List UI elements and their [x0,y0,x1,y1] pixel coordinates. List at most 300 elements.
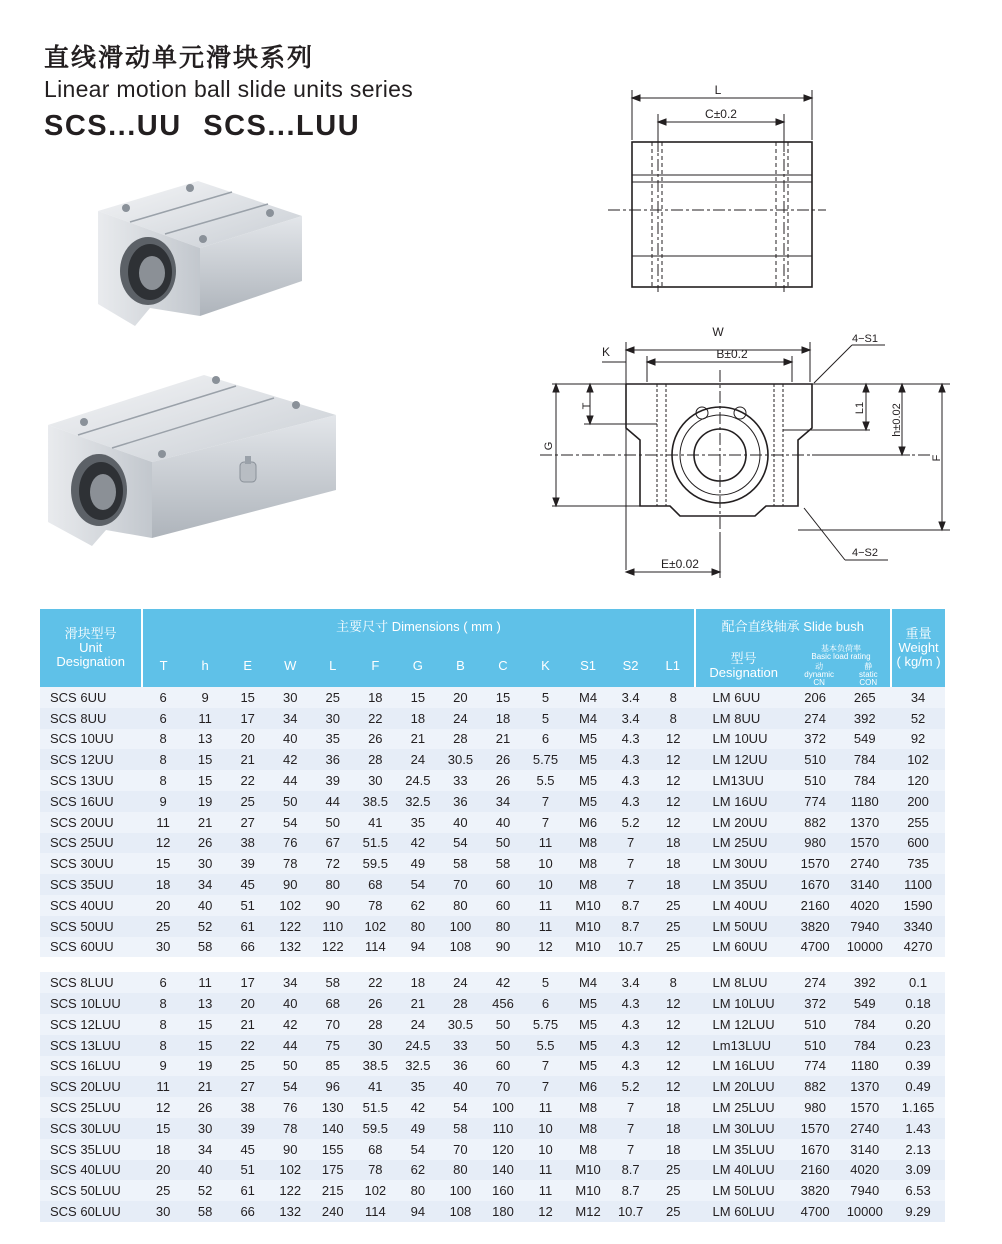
table-cell: 2160 [792,1160,839,1181]
table-row [40,1118,945,1139]
table-cell: 11 [524,1097,567,1118]
table-cell: 40 [269,993,312,1014]
table-cell: 20 [226,729,269,750]
table-cell: 26 [184,833,227,854]
table-cell: 5 [524,708,567,729]
table-cell: 392 [838,972,891,993]
table-cell: 4.3 [609,1035,652,1056]
table-cell: 15 [142,1118,184,1139]
table-cell: 6 [524,729,567,750]
group-spacer [40,957,945,972]
table-cell: M12 [567,1201,610,1222]
table-cell: 34 [482,791,525,812]
table-cell: 80 [439,1160,482,1181]
table-cell: 1180 [838,791,891,812]
table-cell: M10 [567,916,610,937]
table-cell: 102 [354,916,397,937]
table-cell: 549 [838,993,891,1014]
table-cell: M4 [567,972,610,993]
table-cell: 1100 [891,874,945,895]
unit-designation-cell: SCS 12LUU [40,1014,142,1035]
table-cell: 120 [891,770,945,791]
table-cell: 7 [524,1056,567,1077]
table-cell: M6 [567,1076,610,1097]
table-cell: 21 [226,1014,269,1035]
table-cell: 42 [397,1097,440,1118]
dim-label-F: F [931,454,943,462]
table-cell: 28 [439,729,482,750]
table-cell: 18 [652,833,695,854]
table-cell: 2.13 [891,1139,945,1160]
table-cell: 6 [142,972,184,993]
dynamic-header [804,663,834,687]
table-cell: 1.43 [891,1118,945,1139]
table-cell: M5 [567,791,610,812]
table-row [40,833,945,854]
table-cell: 42 [482,972,525,993]
table-cell: 4.3 [609,749,652,770]
table-cell: 68 [312,993,355,1014]
table-cell: 50 [482,1035,525,1056]
table-cell: 12 [652,749,695,770]
table-cell: 240 [312,1201,355,1222]
table-cell: 26 [354,729,397,750]
table-cell: 510 [792,770,839,791]
table-cell: 549 [838,729,891,750]
col-header-h: h [184,645,227,687]
table-cell: 30 [269,687,312,708]
table-cell: 18 [652,853,695,874]
table-cell: 59.5 [354,1118,397,1139]
table-cell: 100 [439,916,482,937]
unit-header-en1: Unit [79,640,103,655]
table-cell: 21 [184,812,227,833]
dim-label-E: E±0.02 [661,557,699,571]
table-cell: 102 [269,895,312,916]
bush-designation-cell: LM 35LUU [695,1139,792,1160]
table-cell: 6 [524,993,567,1014]
table-row [40,729,945,750]
table-cell: 102 [891,749,945,770]
table-cell: 13 [184,729,227,750]
table-row [40,812,945,833]
table-cell: 265 [838,687,891,708]
table-cell: 24 [397,1014,440,1035]
table-cell: 51 [226,1160,269,1181]
table-cell: 8 [652,687,695,708]
table-cell: 52 [184,916,227,937]
table-cell: 30 [354,770,397,791]
slide-bush-header: 配合直线轴承 Slide bush [695,609,892,645]
table-cell: 10.7 [609,937,652,958]
table-cell: 38 [226,833,269,854]
table-cell: 4700 [792,1201,839,1222]
table-cell: 4700 [792,937,839,958]
table-row [40,895,945,916]
specification-table [40,609,945,1222]
table-cell: 11 [524,1160,567,1181]
table-cell: 7 [609,833,652,854]
table-cell: 52 [184,1180,227,1201]
table-row [40,1076,945,1097]
bush-designation-cell: LM 30UU [695,853,792,874]
table-row [40,1097,945,1118]
unit-designation-cell: SCS 20UU [40,812,142,833]
table-cell: 3820 [792,1180,839,1201]
table-cell: 1180 [838,1056,891,1077]
table-cell: 40 [184,1160,227,1181]
table-cell: 7 [609,1118,652,1139]
bush-designation-cell: LM 35UU [695,874,792,895]
table-cell: 20 [226,993,269,1014]
table-row [40,993,945,1014]
table-cell: 11 [524,895,567,916]
table-cell: 59.5 [354,853,397,874]
table-cell: 49 [397,1118,440,1139]
table-cell: 30.5 [439,1014,482,1035]
table-cell: 12 [652,1035,695,1056]
table-cell: 54 [269,812,312,833]
table-cell: 39 [226,853,269,874]
table-cell: 175 [312,1160,355,1181]
table-cell: 19 [184,791,227,812]
table-cell: 19 [184,1056,227,1077]
bush-designation-cell: LM 10LUU [695,993,792,1014]
table-cell: 72 [312,853,355,874]
load-rating-header [792,645,891,687]
table-cell: 20 [142,1160,184,1181]
unit-designation-cell: SCS 35LUU [40,1139,142,1160]
load-rating-cn: 基本负荷率 [820,644,861,653]
table-row [40,1160,945,1181]
table-cell: 13 [184,993,227,1014]
table-cell: 35 [397,812,440,833]
table-row [40,853,945,874]
table-cell: 12 [524,1201,567,1222]
table-row [40,1201,945,1222]
table-cell: 3140 [838,874,891,895]
table-row [40,687,945,708]
table-cell: 78 [354,1160,397,1181]
unit-designation-cell: SCS 40UU [40,895,142,916]
table-cell: 40 [482,812,525,833]
unit-designation-cell: SCS 8UU [40,708,142,729]
col-header-W: W [269,645,312,687]
table-cell: 8 [142,770,184,791]
table-row [40,749,945,770]
table-cell: 4.3 [609,993,652,1014]
table-cell: M5 [567,749,610,770]
unit-designation-cell: SCS 13UU [40,770,142,791]
table-cell: 26 [482,749,525,770]
table-cell: 33 [439,1035,482,1056]
table-cell: 36 [439,791,482,812]
weight-header-unit: ( kg/m ) [896,654,941,669]
table-cell: 96 [312,1076,355,1097]
table-cell: M10 [567,937,610,958]
table-cell: M5 [567,1014,610,1035]
bush-designation-en: Designation [709,665,778,680]
table-cell: 8.7 [609,895,652,916]
unit-designation-cell: SCS 35UU [40,874,142,895]
static-sym: CON [859,678,878,687]
bush-designation-cell: LM 12LUU [695,1014,792,1035]
table-cell: 5.2 [609,812,652,833]
table-cell: 12 [652,1056,695,1077]
table-cell: 206 [792,687,839,708]
table-cell: 80 [439,895,482,916]
table-cell: 5 [524,687,567,708]
table-cell: 200 [891,791,945,812]
table-row [40,916,945,937]
table-cell: 80 [482,916,525,937]
col-header-G: G [397,645,440,687]
table-cell: 0.20 [891,1014,945,1035]
bush-designation-cell: LM13UU [695,770,792,791]
table-cell: 25 [652,1180,695,1201]
table-cell: 784 [838,1035,891,1056]
table-cell: 11 [524,833,567,854]
table-cell: 15 [397,687,440,708]
table-cell: 15 [142,853,184,874]
table-cell: 44 [269,1035,312,1056]
table-cell: 8 [142,729,184,750]
table-cell: 10000 [838,1201,891,1222]
table-cell: 44 [269,770,312,791]
table-cell: 25 [652,916,695,937]
table-cell: 510 [792,1035,839,1056]
table-row [40,1014,945,1035]
table-cell: 4.3 [609,770,652,791]
dynamic-sym: CN [813,678,825,687]
table-cell: 18 [652,1139,695,1160]
table-cell: 8 [142,993,184,1014]
table-cell: 980 [792,1097,839,1118]
table-cell: 34 [184,874,227,895]
unit-designation-cell: SCS 25LUU [40,1097,142,1118]
table-cell: 78 [354,895,397,916]
table-cell: 80 [397,916,440,937]
table-cell: 76 [269,1097,312,1118]
unit-designation-cell: SCS 6UU [40,687,142,708]
unit-designation-cell: SCS 16LUU [40,1056,142,1077]
col-header-L1: L1 [652,645,695,687]
static-cn: 静 [864,662,873,671]
table-cell: 25 [652,1160,695,1181]
table-cell: 42 [269,749,312,770]
table-cell: 70 [439,874,482,895]
table-cell: 7 [524,791,567,812]
table-cell: 7 [524,812,567,833]
table-cell: 122 [269,916,312,937]
table-cell: 5.75 [524,749,567,770]
table-cell: 68 [354,874,397,895]
unit-designation-cell: SCS 16UU [40,791,142,812]
table-cell: 28 [354,749,397,770]
table-cell: 774 [792,1056,839,1077]
bush-designation-cell: LM 50UU [695,916,792,937]
table-cell: 5.5 [524,1035,567,1056]
bush-designation-cell: LM 20UU [695,812,792,833]
table-cell: 8 [142,1035,184,1056]
table-cell: 18 [142,874,184,895]
table-cell: 6 [142,708,184,729]
table-cell: 784 [838,1014,891,1035]
table-cell: 78 [269,853,312,874]
bush-designation-header [695,645,792,687]
table-cell: 45 [226,1139,269,1160]
table-cell: 28 [354,1014,397,1035]
table-cell: 1570 [838,833,891,854]
bush-designation-cell: LM 10UU [695,729,792,750]
col-header-F: F [354,645,397,687]
table-cell: M8 [567,1139,610,1160]
unit-header-en2: Designation [56,654,125,669]
table-cell: 1590 [891,895,945,916]
bush-designation-cell: LM 25LUU [695,1097,792,1118]
table-cell: 122 [269,1180,312,1201]
table-cell: 15 [226,687,269,708]
table-cell: 36 [439,1056,482,1077]
bush-designation-cell: LM 16LUU [695,1056,792,1077]
table-cell: 42 [397,833,440,854]
table-cell: 78 [269,1118,312,1139]
table-cell: 5.2 [609,1076,652,1097]
table-cell: 120 [482,1139,525,1160]
table-cell: 7 [524,1076,567,1097]
table-cell: 5 [524,972,567,993]
table-cell: 122 [312,937,355,958]
table-cell: 3140 [838,1139,891,1160]
table-cell: 4020 [838,895,891,916]
bush-designation-cn: 型号 [730,651,757,666]
table-cell: 12 [652,729,695,750]
dim-label-K: K [602,345,611,359]
table-cell: 28 [439,993,482,1014]
unit-designation-cell: SCS 10UU [40,729,142,750]
table-cell: 54 [269,1076,312,1097]
table-cell: 12 [652,1014,695,1035]
table-row [40,791,945,812]
table-cell: 94 [397,937,440,958]
table-cell: 0.49 [891,1076,945,1097]
table-cell: 130 [312,1097,355,1118]
table-cell: 110 [482,1118,525,1139]
table-cell: 10 [524,874,567,895]
title-english: Linear motion ball slide units series [44,76,414,102]
table-cell: 80 [397,1180,440,1201]
dim-label-S2: 4−S2 [852,547,878,559]
unit-designation-cell: SCS 13LUU [40,1035,142,1056]
table-cell: 0.18 [891,993,945,1014]
table-cell: M5 [567,729,610,750]
table-cell: 70 [482,1076,525,1097]
table-cell: 12 [524,937,567,958]
col-header-S2: S2 [609,645,652,687]
table-cell: 30 [312,708,355,729]
table-cell: M8 [567,833,610,854]
table-cell: 22 [226,770,269,791]
bush-designation-cell: LM 60UU [695,937,792,958]
table-cell: 15 [184,1035,227,1056]
table-cell: 17 [226,708,269,729]
table-cell: 132 [269,1201,312,1222]
table-cell: 25 [312,687,355,708]
table-cell: 32.5 [397,1056,440,1077]
table-cell: 11 [184,972,227,993]
table-cell: 510 [792,749,839,770]
table-cell: 25 [652,1201,695,1222]
unit-header-cn: 滑块型号 [64,626,117,641]
unit-designation-cell: SCS 40LUU [40,1160,142,1181]
table-cell: 51.5 [354,1097,397,1118]
table-cell: 8 [652,972,695,993]
table-cell: 54 [439,1097,482,1118]
table-cell: 40 [439,812,482,833]
table-cell: 102 [269,1160,312,1181]
table-cell: M6 [567,812,610,833]
table-cell: 26 [482,770,525,791]
dim-label-C: C±0.2 [705,107,737,121]
top-view-drawing [600,80,830,300]
table-cell: 510 [792,1014,839,1035]
front-view-drawing [530,320,960,580]
table-cell: 66 [226,937,269,958]
table-cell: 26 [184,1097,227,1118]
table-cell: 774 [792,791,839,812]
table-cell: 40 [439,1076,482,1097]
table-cell: 51 [226,895,269,916]
dim-label-S1: 4−S1 [852,333,878,345]
bush-designation-cell: Lm13LUU [695,1035,792,1056]
table-cell: 155 [312,1139,355,1160]
table-cell: 18 [652,1097,695,1118]
table-cell: 24.5 [397,1035,440,1056]
table-row [40,708,945,729]
table-cell: 35 [312,729,355,750]
table-cell: 24 [439,708,482,729]
dim-label-W: W [712,325,724,339]
dim-label-G: G [543,441,555,451]
table-row [40,937,945,958]
table-cell: M5 [567,1035,610,1056]
table-cell: 60 [482,874,525,895]
table-cell: 27 [226,812,269,833]
bush-designation-cell: LM 8UU [695,708,792,729]
table-cell: 50 [312,812,355,833]
table-cell: 58 [184,937,227,958]
weight-header [891,609,945,687]
table-cell: 9 [142,1056,184,1077]
table-cell: 39 [312,770,355,791]
table-cell: 54 [397,874,440,895]
table-cell: 11 [524,916,567,937]
bush-designation-cell: LM 20LUU [695,1076,792,1097]
table-cell: 12 [652,1076,695,1097]
table-cell: 7 [609,874,652,895]
table-cell: 60 [482,895,525,916]
short-slide-unit-photo [90,176,320,336]
unit-designation-cell: SCS 10LUU [40,993,142,1014]
table-cell: 215 [312,1180,355,1201]
table-cell: 12 [652,770,695,791]
weight-header-en: Weight [898,640,939,655]
table-cell: 58 [184,1201,227,1222]
table-cell: 5.5 [524,770,567,791]
unit-designation-cell: SCS 12UU [40,749,142,770]
table-cell: 42 [269,1014,312,1035]
table-cell: 34 [269,972,312,993]
